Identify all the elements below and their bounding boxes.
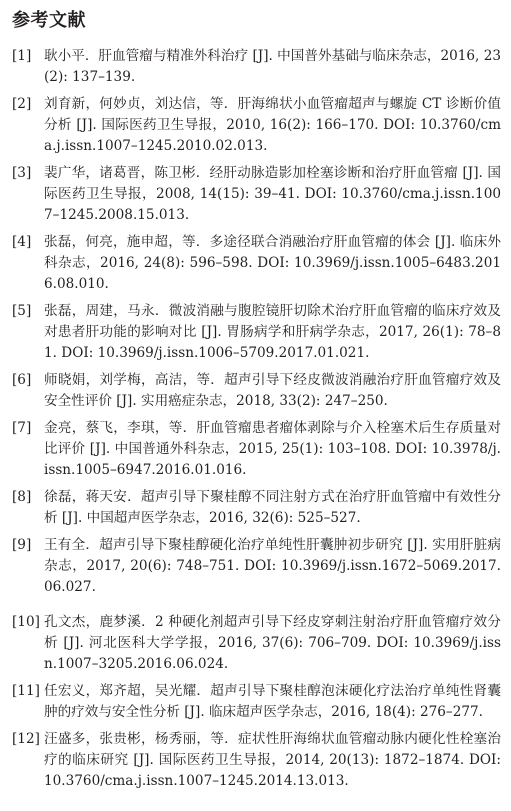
reference-text: 金亮，蔡飞，李琪，等．肝血管瘤患者瘤体剥除与介入栓塞术后生存质量对比评价 [J]. 中国普通外科杂志，2015, 25(1): 103–108. DOI: 10.3978/j.issn.1005–6947.2016.01.016. [44,420,501,478]
reference-number: [4] [12,234,32,250]
reference-item [0,681,511,723]
reference-item [0,612,511,675]
section-heading: 参考文献 [12,10,86,31]
reference-item [0,729,511,792]
reference-item [0,46,511,88]
reference-number: [11] [12,683,40,699]
reference-number: [1] [12,48,32,64]
reference-item [0,163,511,226]
reference-item [0,94,511,157]
reference-text: 王有全．超声引导下聚桂醇硬化治疗单纯性肝囊肿初步研究 [J]. 实用肝脏病杂志，2017, 20(6): 748–751. DOI: 10.3969/j.issn.1672–5069.2017.06.027. [44,537,501,595]
reference-text: 徐磊，蒋天安．超声引导下聚桂醇不同注射方式在治疗肝血管瘤中有效性分析 [J]. 中国超声医学杂志，2016, 32(6): 525–527. [44,489,501,526]
reference-text: 汪盛多，张贵彬，杨秀丽，等．症状性肝海绵状血管瘤动脉内硬化性栓塞治疗的临床研究 [J]. 国际医药卫生导报，2014, 20(13): 1872–1874. DOI: 10.3760/cma.j.issn.1007–1245.2014.13.013. [44,731,501,789]
reference-number: [5] [12,303,32,319]
reference-text: 裴广华，诸葛晋，陈卫彬．经肝动脉造影加栓塞诊断和治疗肝血管瘤 [J]. 国际医药卫生导报，2008, 14(15): 39–41. DOI: 10.3760/cma.j.issn.1007–1245.2008.15.013. [44,165,501,223]
reference-number: [12] [12,731,40,747]
reference-text: 孔文杰，鹿梦溪．2 种硬化剂超声引导下经皮穿刺注射治疗肝血管瘤疗效分析 [J]. 河北医科大学学报，2016, 37(6): 706–709. DOI: 10.3969/j.issn.1007–3205.2016.06.024. [44,614,501,672]
reference-list [0,46,511,798]
reference-text: 张磊，周建，马永．微波消融与腹腔镜肝切除术治疗肝血管瘤的临床疗效及对患者肝功能的影响对比 [J]. 胃肠病学和肝病学杂志，2017, 26(1): 78–81. DOI: 10.3969/j.issn.1006–5709.2017.01.021. [44,303,501,361]
reference-number: [8] [12,489,32,505]
reference-text: 任宏义，郑齐超，吴光耀．超声引导下聚桂醇泡沫硬化疗法治疗单纯性肾囊肿的疗效与安全性分析 [J]. 临床超声医学杂志，2016, 18(4): 276–277. [44,683,501,720]
reference-number: [7] [12,420,32,436]
reference-item [0,535,511,598]
reference-text: 耿小平．肝血管瘤与精准外科治疗 [J]. 中国普外基础与临床杂志，2016, 23(2): 137–139. [44,48,501,85]
reference-number: [10] [12,614,40,630]
reference-item [0,487,511,529]
reference-number: [9] [12,537,32,553]
reference-item [0,232,511,295]
reference-number: [2] [12,96,32,112]
reference-item [0,418,511,481]
reference-text: 师晓娟，刘学梅，高洁，等．超声引导下经皮微波消融治疗肝血管瘤疗效及安全性评价 [J]. 实用癌症杂志，2018, 33(2): 247–250. [44,372,501,409]
reference-item [0,301,511,364]
reference-number: [6] [12,372,32,388]
reference-text: 张磊，何亮，施申超，等．多途径联合消融治疗肝血管瘤的体会 [J]. 临床外科杂志，2016, 24(8): 596–598. DOI: 10.3969/j.issn.1005–6483.2016.08.010. [44,234,501,292]
reference-item [0,370,511,412]
reference-number: [3] [12,165,32,181]
reference-text: 刘育新，何妙贞，刘达信，等．肝海绵状小血管瘤超声与螺旋 CT 诊断价值分析 [J]. 国际医药卫生导报，2010, 16(2): 166–170. DOI: 10.3760/cma.j.issn.1007–1245.2010.02.013. [44,96,501,154]
